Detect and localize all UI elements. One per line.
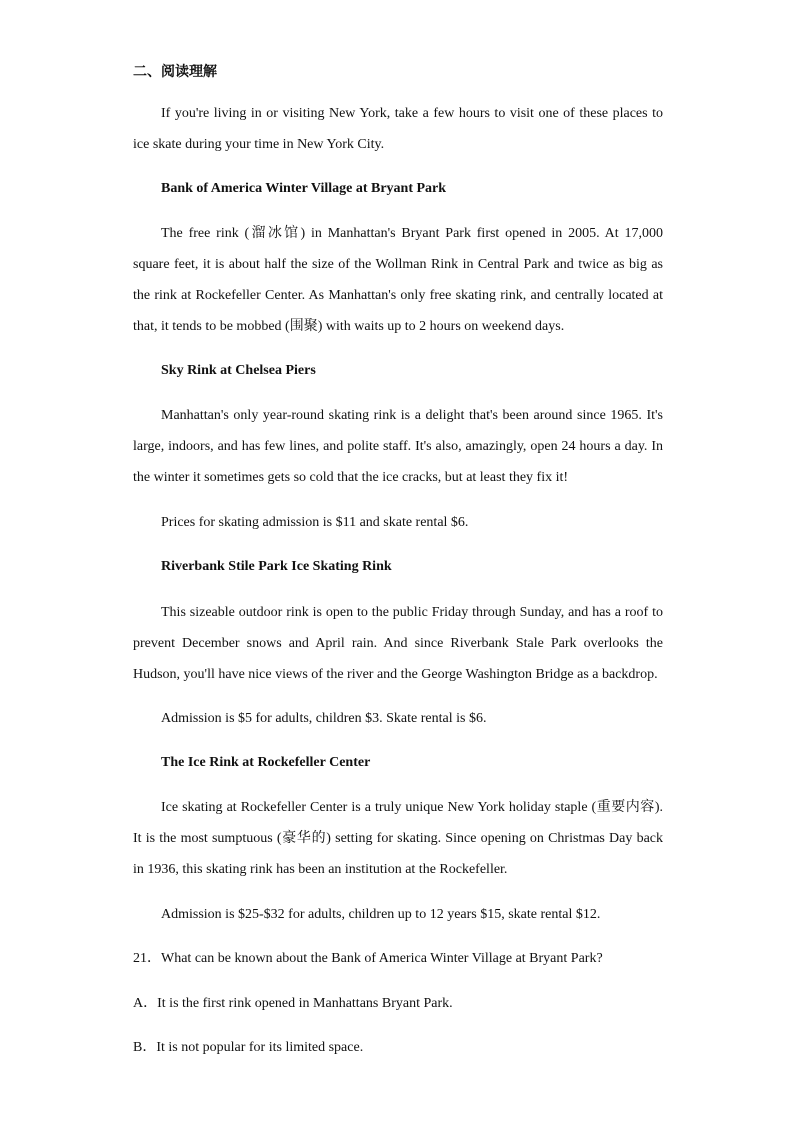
option-b	[133, 1038, 363, 1058]
paragraph-riverbank: This sizeable outdoor rink is open to the public Friday through Sunday, and has a roof to prevent December snows and April rain. And since Riverbank Stale Park overlooks the Hudson, you'll have nice views of the river and the George Washington Bridge as a backdrop.	[133, 605, 663, 682]
section-heading: 二、阅读理解	[133, 64, 217, 80]
option-b-text: It is not popular for its limited space.	[156, 1040, 364, 1055]
prices-riverbank: Admission is $5 for adults, children $3. Skate rental is $6.	[161, 711, 487, 726]
paragraph-bryant-park: The free rink (溜冰馆) in Manhattan's Bryant Park first opened in 2005. At 17,000 square feet, it is about half the size of the Wollman Rink in Central Park and twice as big as the rink at Rockefeller Center. As Manhattan's only free skating rink, and centrally located at that, it tends to be mobbed (围聚) with waits up to 2 hours on weekend days.	[133, 226, 663, 334]
option-a-label: A．	[133, 996, 158, 1011]
prices-rockefeller: Admission is $25-$32 for adults, children up to 12 years $15, skate rental $12.	[161, 907, 601, 922]
section-title-sky-rink: Sky Rink at Chelsea Piers	[161, 363, 316, 378]
intro-paragraph: If you're living in or visiting New York, take a few hours to visit one of these places to ice skate during your time in New York City.	[133, 106, 663, 152]
paragraph-sky-rink: Manhattan's only year-round skating rink is a delight that's been around since 1965. It's large, indoors, and has few lines, and polite staff. It's also, amazingly, open 24 hours a day. In the winter it sometimes gets so cold that the ice cracks, but at least they fix it!	[133, 408, 663, 485]
section-title-bryant-park: Bank of America Winter Village at Bryant Park	[161, 181, 447, 196]
section-title-rockefeller: The Ice Rink at Rockefeller Center	[161, 755, 371, 770]
paragraph-rockefeller: Ice skating at Rockefeller Center is a truly unique New York holiday staple (重要内容). It is the most sumptuous (豪华的) setting for skating. Since opening on Christmas Day back in 1936, this skating rink has been an institution at the Rockefeller.	[133, 800, 663, 877]
question-number: 21．	[133, 951, 161, 966]
section-title-riverbank: Riverbank Stile Park Ice Skating Rink	[161, 559, 392, 574]
question-21	[133, 949, 603, 969]
option-b-label: B．	[133, 1040, 157, 1055]
option-a	[133, 994, 453, 1014]
prices-sky-rink: Prices for skating admission is $11 and skate rental $6.	[161, 515, 469, 530]
question-text: What can be known about the Bank of America Winter Village at Bryant Park?	[161, 951, 603, 966]
option-a-text: It is the first rink opened in Manhattans Bryant Park.	[157, 996, 453, 1011]
